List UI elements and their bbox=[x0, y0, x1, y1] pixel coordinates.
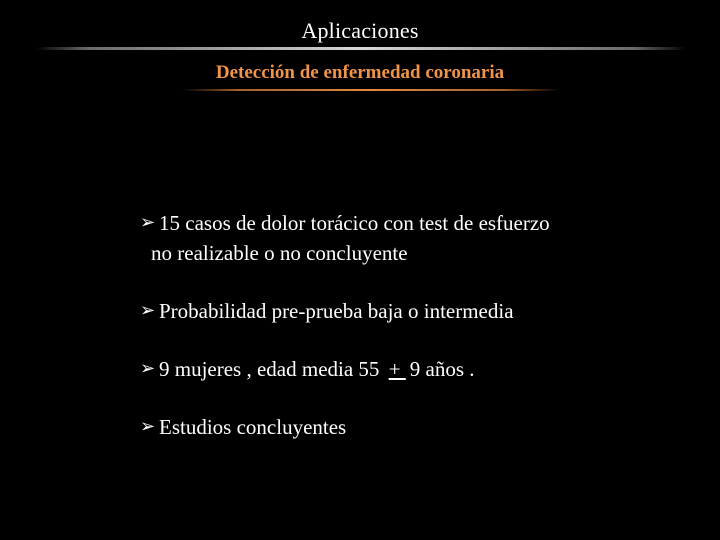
slide-title: Aplicaciones bbox=[301, 18, 419, 43]
bullet-text-continued: no realizable o no concluyente bbox=[151, 241, 408, 265]
plus-minus-symbol: + bbox=[388, 357, 406, 381]
slide-subtitle: Detección de enfermedad coronaria bbox=[215, 62, 505, 83]
bullet-text bbox=[159, 354, 660, 384]
bullet-item bbox=[140, 354, 660, 384]
bullet-text: Estudios concluyentes bbox=[159, 415, 347, 439]
bullet-text: 15 casos de dolor torácico con test de esfuerzo bbox=[159, 211, 550, 235]
arrow-right-icon: ➢ bbox=[140, 300, 156, 321]
subtitle-divider bbox=[182, 89, 560, 91]
bullet-text: Probabilidad pre-prueba baja o intermedia bbox=[159, 299, 514, 323]
bullet-item bbox=[140, 296, 660, 326]
title-divider bbox=[36, 47, 686, 50]
bullet-list bbox=[140, 208, 660, 470]
arrow-right-icon: ➢ bbox=[140, 358, 156, 379]
bullet-item bbox=[140, 412, 660, 442]
bullet-text-after: 9 años . bbox=[409, 357, 475, 381]
arrow-right-icon: ➢ bbox=[140, 416, 156, 437]
bullet-item bbox=[140, 208, 660, 268]
arrow-right-icon: ➢ bbox=[140, 212, 156, 233]
bullet-text-before: 9 mujeres , edad media 55 bbox=[159, 357, 385, 381]
